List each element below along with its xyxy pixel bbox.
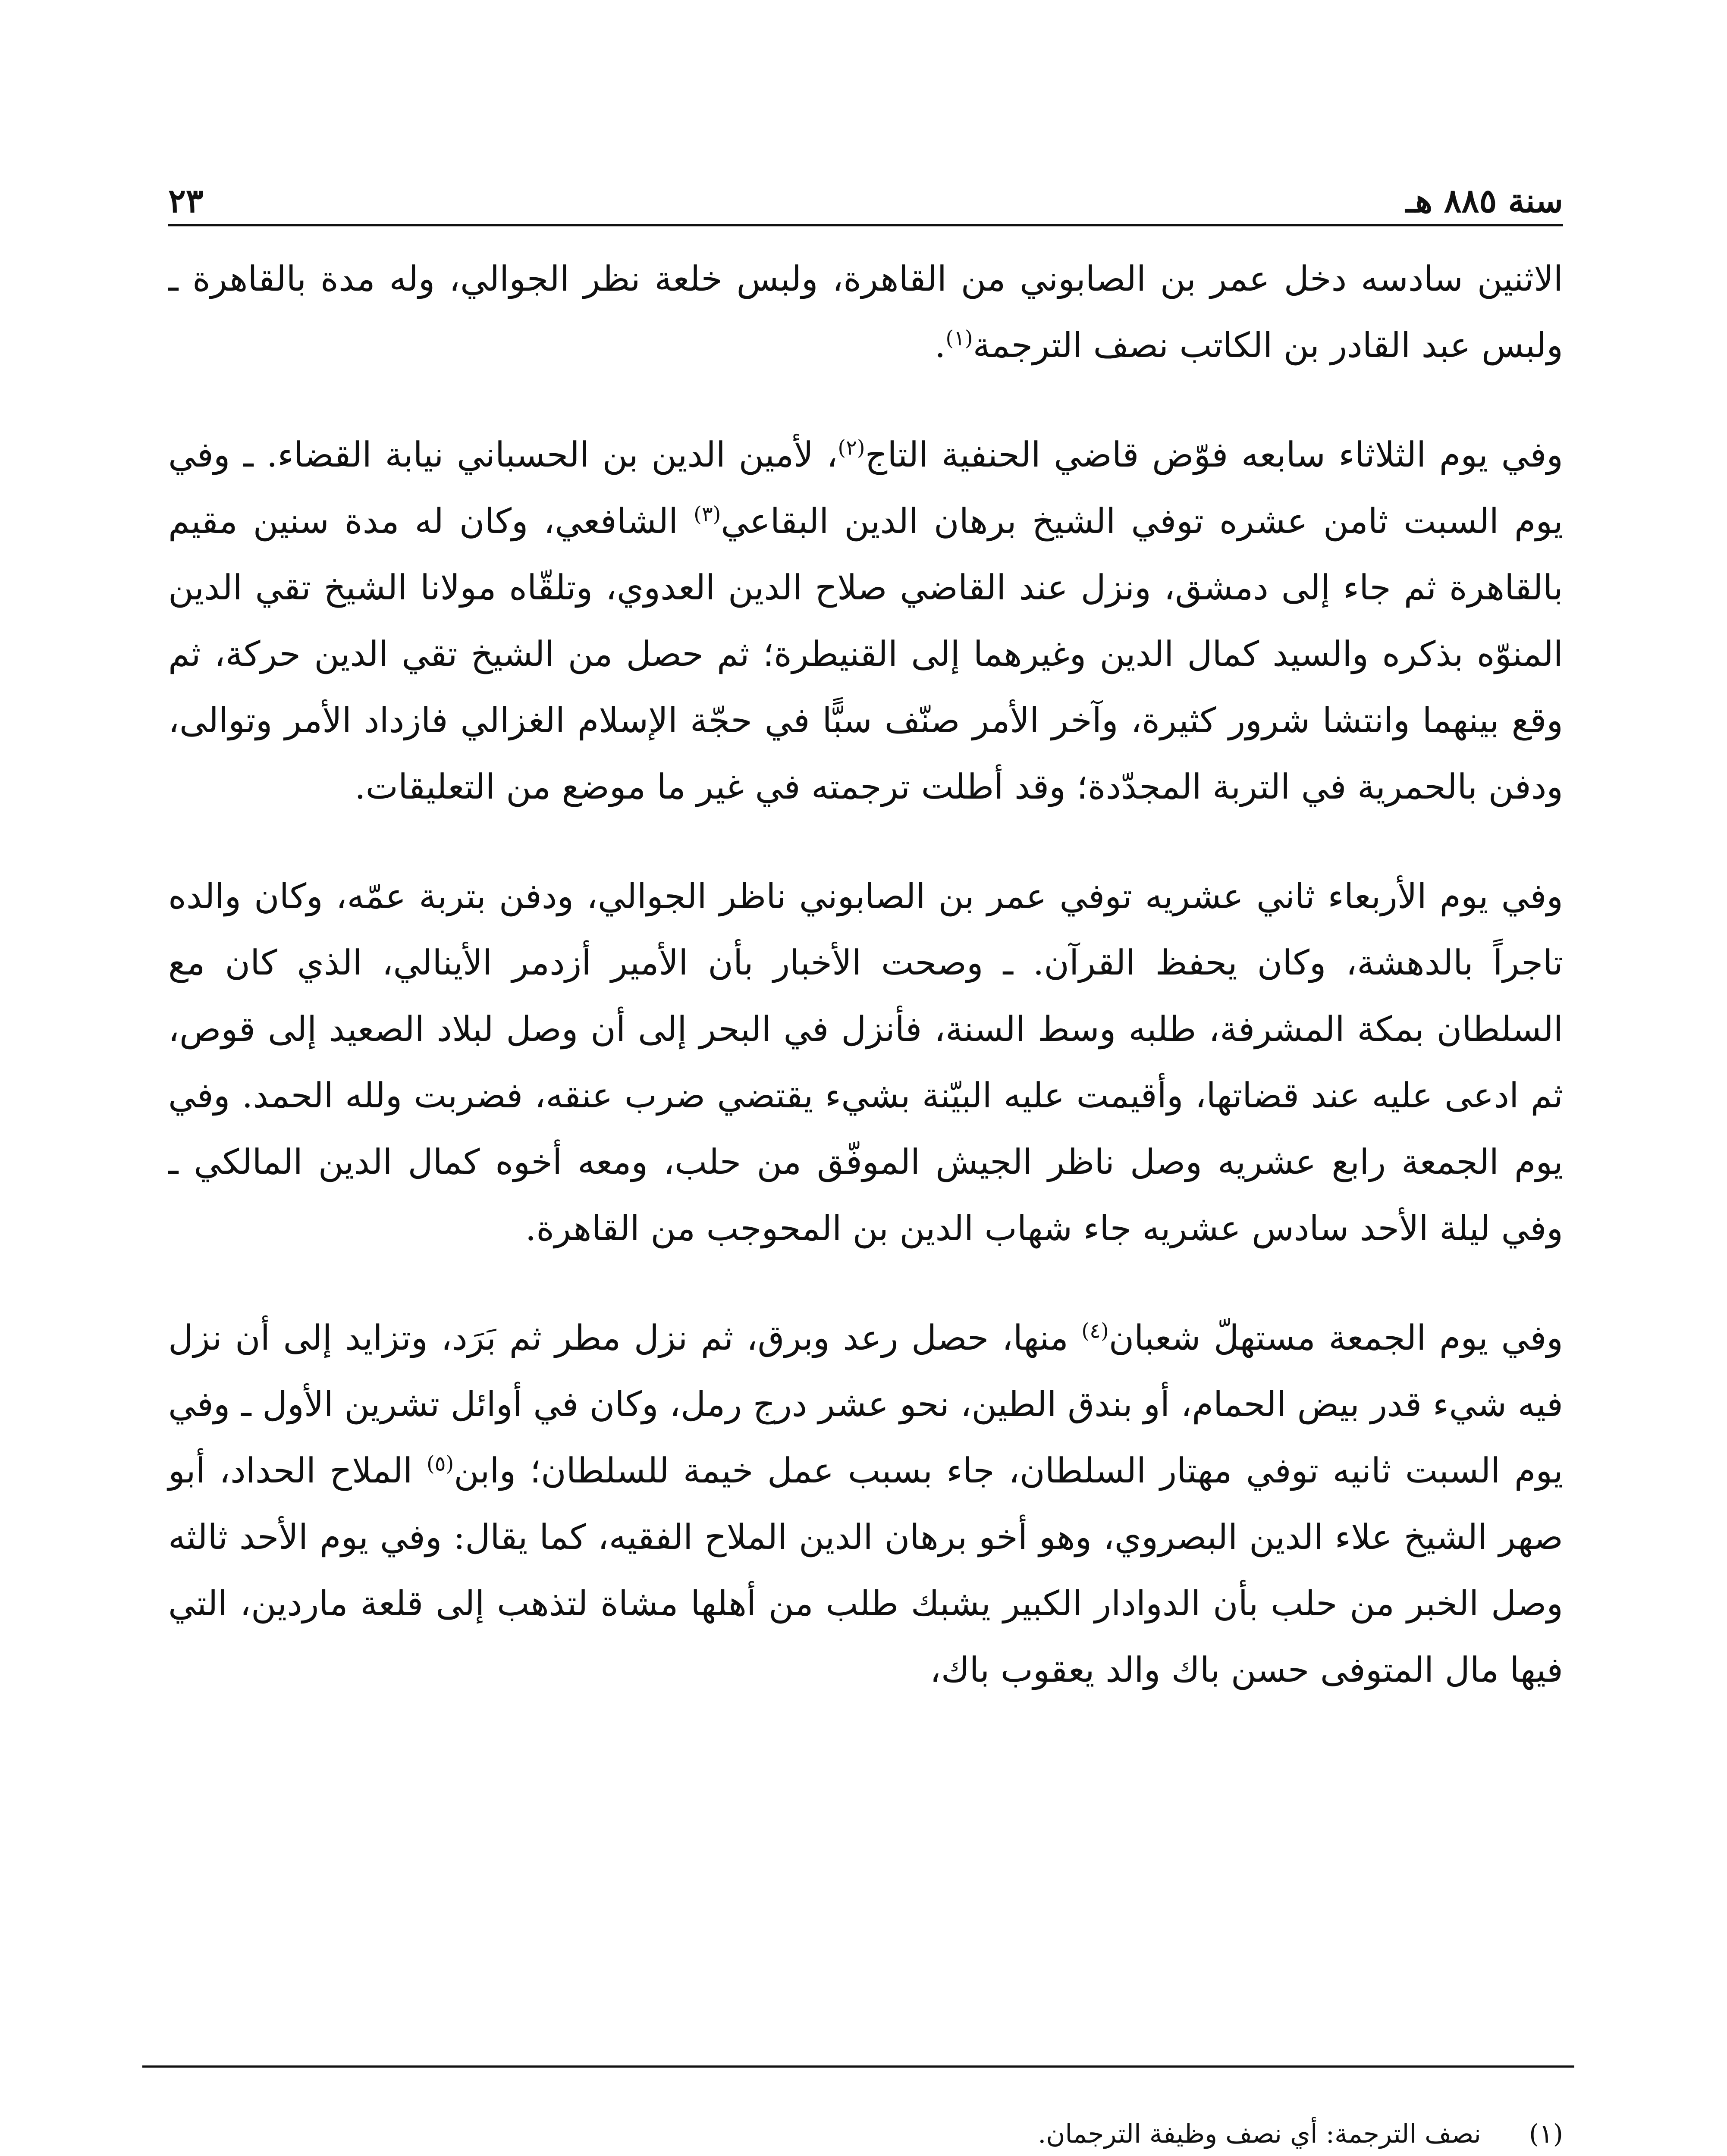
paragraph	[168, 246, 1563, 379]
paragraph-text: الاثنين سادسه دخل عمر بن الصابوني من القاهرة، ولبس خلعة نظر الجوالي، وله مدة بالقاهرة ـ ولبس عبد القادر بن الكاتب نصف الترجمة	[168, 259, 1563, 365]
paragraph-text: وفي يوم الجمعة مستهلّ شعبان	[1108, 1318, 1563, 1358]
footnote-marker[interactable]: (٥)	[426, 1451, 454, 1476]
paragraph-text: وفي يوم الأربعاء ثاني عشريه توفي عمر بن الصابوني ناظر الجوالي، ودفن بتربة عمّه، وكان والده تاجراً بالدهشة، وكان يحفظ القرآن. ـ وصحت الأخبار بأن الأمير أزدمر الأينالي، الذي كان مع السلطان بمكة المشرفة، طلبه وسط السنة، فأنزل في البحر إلى أن وصل لبلاد الصعيد إلى قوص، ثم ادعى عليه عند قضاتها، وأقيمت عليه البيّنة بشيء يقتضي ضرب عنقه، فضربت ولله الحمد. وفي يوم الجمعة رابع عشريه وصل ناظر الجيش الموفّق من حلب، ومعه أخوه كمال الدين المالكي ـ وفي ليلة الأحد سادس عشريه جاء شهاب الدين بن المحوجب من القاهرة.	[168, 876, 1564, 1248]
footnote-text: نصف الترجمة: أي نصف وظيفة الترجمان.	[1038, 2119, 1481, 2149]
footnotes	[168, 2106, 1563, 2156]
paragraph-text: الملاح الحداد، أبو صهر الشيخ علاء الدين البصروي، وهو أخو برهان الدين الملاح الفقيه، كما يقال: وفي يوم الأحد ثالثه وصل الخبر من حلب بأن الدوادار الكبير يشبك طلب من أهلها مشاة لتذهب إلى قلعة ماردين، التي فيها مال المتوفى حسن باك والد يعقوب باك،	[168, 1451, 1563, 1690]
footnote-marker[interactable]: (٢)	[838, 436, 865, 460]
footnote-marker[interactable]: (٣)	[694, 502, 721, 526]
running-header	[168, 155, 1563, 220]
main-text	[168, 246, 1563, 1703]
header-title: سنة ٨٨٥ هـ	[1405, 182, 1563, 220]
paragraph-text: الشافعي، وكان له مدة سنين مقيم بالقاهرة ثم جاء إلى دمشق، ونزل عند القاضي صلاح الدين العدوي، وتلقّاه مولانا الشيخ تقي الدين المنوّه بذكره والسيد كمال الدين وغيرهما إلى القنيطرة؛ ثم حصل من الشيخ تقي الدين حركة، ثم وقع بينهما وانتشا شرور كثيرة، وآخر الأمر صنّف سبًّا في حجّة الإسلام الغزالي فازداد الأمر وتوالى، ودفن بالحمرية في التربة المجدّدة؛ وقد أطلت ترجمته في غير ما موضع من التعليقات.	[168, 501, 1564, 807]
paragraph-text: ، لأمين الدين بن الحسباني نيابة القضاء. ـ وفي يوم السبت ثامن عشره توفي الشيخ برهان الدين البقاعي	[168, 435, 1563, 541]
paragraph	[168, 863, 1563, 1262]
paragraph-text: منها، حصل رعد وبرق، ثم نزل مطر ثم بَرَد، وتزايد إلى أن نزل فيه شيء قدر بيض الحمام، أو بندق الطين، نحو عشر درج رمل، وكان في أوائل تشرين الأول ـ وفي يوم السبت ثانيه توفي مهتار السلطان، جاء بسبب عمل خيمة للسلطان؛ وابن	[168, 1318, 1563, 1491]
footnote-rule	[142, 2065, 1574, 2068]
footnote-marker[interactable]: (٤)	[1081, 1319, 1109, 1343]
paragraph-text: .	[934, 325, 946, 365]
footnote-marker[interactable]: (١)	[945, 326, 973, 351]
paragraph-text: وفي يوم الثلاثاء سابعه فوّض قاضي الحنفية التاج	[865, 435, 1564, 475]
footnote-number: (١)	[1529, 2119, 1563, 2149]
footnote-item	[168, 2106, 1563, 2156]
header-rule	[168, 224, 1563, 226]
paragraph	[168, 422, 1563, 820]
page-number: ٢٣	[168, 182, 204, 220]
paragraph	[168, 1305, 1563, 1703]
